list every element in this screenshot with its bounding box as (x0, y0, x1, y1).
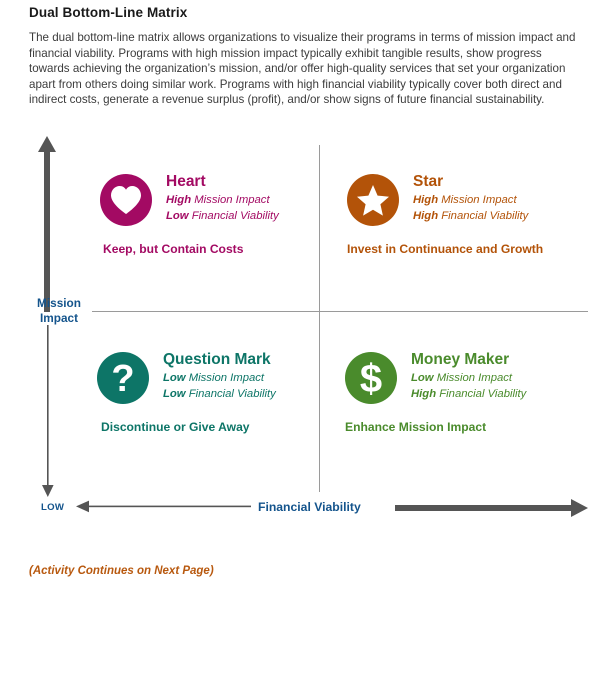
quadrant-question-mark-impact-text: Mission Impact (185, 372, 265, 384)
quadrant-question-mark-text (163, 350, 276, 401)
mission-impact-down-arrow-icon (42, 325, 54, 502)
quadrant-question-mark-impact (163, 371, 276, 385)
quadrant-question-mark-title: Question Mark (163, 351, 271, 368)
quadrant-heart-viability-level: Low (166, 210, 189, 223)
quadrant-money-maker-viability-level: High (411, 388, 437, 401)
quadrant-heart-impact-text: Mission Impact (191, 194, 270, 206)
axis-label-low: LOW (41, 502, 65, 513)
quadrant-heart-text (166, 172, 279, 223)
dollar-sign-icon (345, 352, 397, 404)
quadrant-money-maker-impact-level: Low (411, 372, 434, 384)
financial-viability-left-arrow-icon (76, 500, 251, 518)
quadrant-money-maker-row (345, 350, 526, 404)
quadrant-star-action: Invest in Continuance and Growth (347, 242, 544, 256)
quadrant-star-impact-text: Mission Impact (438, 194, 517, 206)
axis-label-mission-impact (28, 296, 90, 326)
quadrant-heart-impact-level: High (166, 194, 192, 206)
activity-continues-note: (Activity Continues on Next Page) (29, 565, 214, 577)
quadrant-star-viability (413, 209, 528, 223)
axis-label-mission-impact-line1: Mission (37, 296, 81, 310)
quadrant-heart-action: Keep, but Contain Costs (103, 242, 244, 256)
quadrant-star (347, 172, 543, 256)
quadrant-star-viability-text: Financial Viability (438, 210, 529, 223)
quadrant-heart-title: Heart (166, 173, 206, 190)
quadrant-question-mark-viability-level: Low (163, 388, 186, 401)
quadrant-money-maker-impact-text: Mission Impact (433, 372, 513, 384)
axis-label-financial-viability: Financial Viability (258, 500, 361, 514)
svg-text:?: ? (111, 358, 135, 400)
quadrant-star-row (347, 172, 543, 226)
quadrant-heart-row (100, 172, 279, 226)
financial-viability-right-arrow-icon (395, 499, 588, 522)
mission-impact-up-arrow-icon (38, 136, 56, 317)
quadrant-money-maker-action: Enhance Mission Impact (345, 420, 487, 434)
quadrant-money-maker-viability (411, 387, 526, 401)
quadrant-divider-vertical (319, 145, 320, 492)
quadrant-money-maker-impact (411, 371, 526, 385)
quadrant-question-mark-row (97, 350, 276, 404)
page-title: Dual Bottom-Line Matrix (29, 5, 188, 20)
quadrant-question-mark-viability (163, 387, 276, 401)
quadrant-question-mark (97, 350, 276, 434)
quadrant-question-mark-impact-level: Low (163, 372, 186, 384)
quadrant-star-impact (413, 193, 528, 207)
question-mark-icon (97, 352, 149, 404)
quadrant-divider-horizontal (92, 311, 588, 312)
intro-paragraph: The dual bottom-line matrix allows organizations to visualize their programs in terms of mission impact and financial viability. Programs with high mission impact typically exhibit tangible results, show progress towards achieving the organization’s mission, and/or offer high-quality services that set your organization apart from others doing similar work. Programs with high financial viability typically cover both direct and indirect costs, generate a revenue surplus (profit), and/or show signs of future financial sustainability. (29, 31, 576, 107)
quadrant-money-maker-title: Money Maker (411, 351, 510, 368)
axis-label-mission-impact-line2: Impact (39, 311, 79, 325)
svg-text:$: $ (359, 357, 383, 401)
quadrant-star-text (413, 172, 528, 223)
quadrant-star-title: Star (413, 173, 444, 190)
quadrant-heart-viability-text: Financial Viability (188, 210, 279, 223)
quadrant-money-maker-viability-text: Financial Viability (436, 388, 527, 401)
quadrant-heart (100, 172, 279, 256)
quadrant-question-mark-viability-text: Financial Viability (185, 388, 276, 401)
quadrant-heart-viability (166, 209, 279, 223)
quadrant-money-maker-text (411, 350, 526, 401)
star-icon (347, 174, 399, 226)
quadrant-heart-impact (166, 193, 279, 207)
quadrant-star-impact-level: High (413, 194, 439, 206)
quadrant-star-viability-level: High (413, 210, 439, 223)
heart-icon (100, 174, 152, 226)
quadrant-money-maker (345, 350, 526, 434)
quadrant-question-mark-action: Discontinue or Give Away (101, 420, 250, 434)
